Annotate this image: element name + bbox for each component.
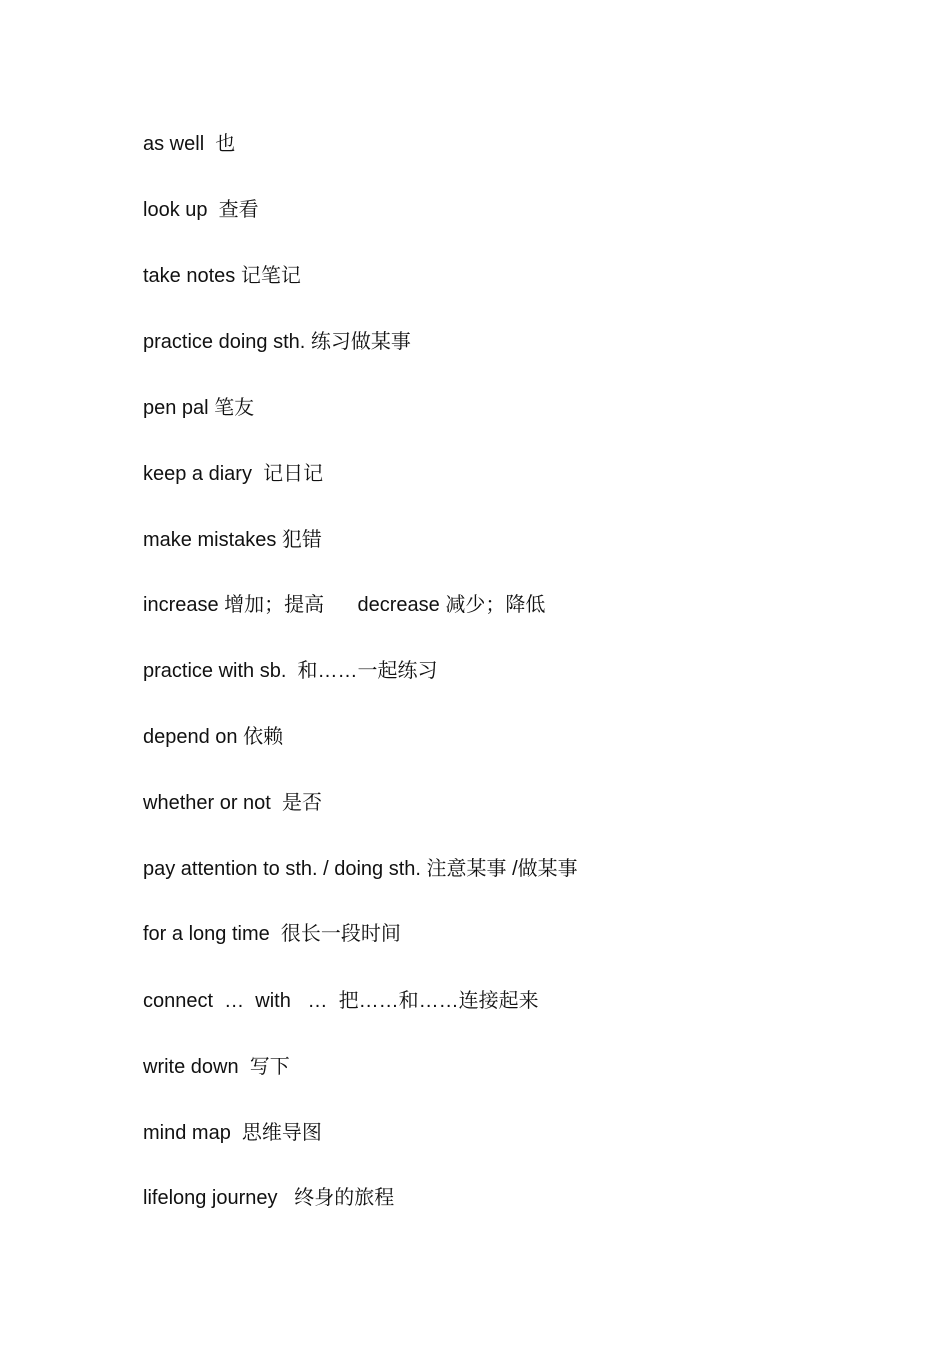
vocab-entry-connect-with: connect … with … 把……和……连接起来 (143, 990, 539, 1012)
vocab-entry-pay-attention: pay attention to sth. / doing sth. 注意某事 /做某事 (143, 858, 578, 880)
vocab-entry-depend-on: depend on 依赖 (143, 726, 284, 748)
vocab-entry-whether-or-not: whether or not 是否 (143, 792, 322, 814)
vocab-entry-take-notes: take notes 记笔记 (143, 265, 301, 287)
vocab-entry-pen-pal: pen pal 笔友 (143, 397, 255, 419)
vocab-entry-lifelong-journey: lifelong journey 终身的旅程 (143, 1187, 395, 1209)
vocab-entry-write-down: write down 写下 (143, 1056, 290, 1078)
vocab-entry-increase-decrease: increase 增加；提高 decrease 减少；降低 (143, 594, 546, 616)
vocab-entry-practice-doing: practice doing sth. 练习做某事 (143, 331, 411, 353)
vocab-entry-keep-a-diary: keep a diary 记日记 (143, 463, 324, 485)
vocab-entry-look-up: look up 查看 (143, 199, 259, 221)
vocab-entry-make-mistakes: make mistakes 犯错 (143, 529, 322, 551)
vocab-entry-practice-with: practice with sb. 和……一起练习 (143, 660, 438, 682)
vocab-entry-mind-map: mind map 思维导图 (143, 1122, 322, 1144)
vocab-entry-for-a-long-time: for a long time 很长一段时间 (143, 923, 401, 945)
vocab-entry-as-well: as well 也 (143, 133, 236, 155)
